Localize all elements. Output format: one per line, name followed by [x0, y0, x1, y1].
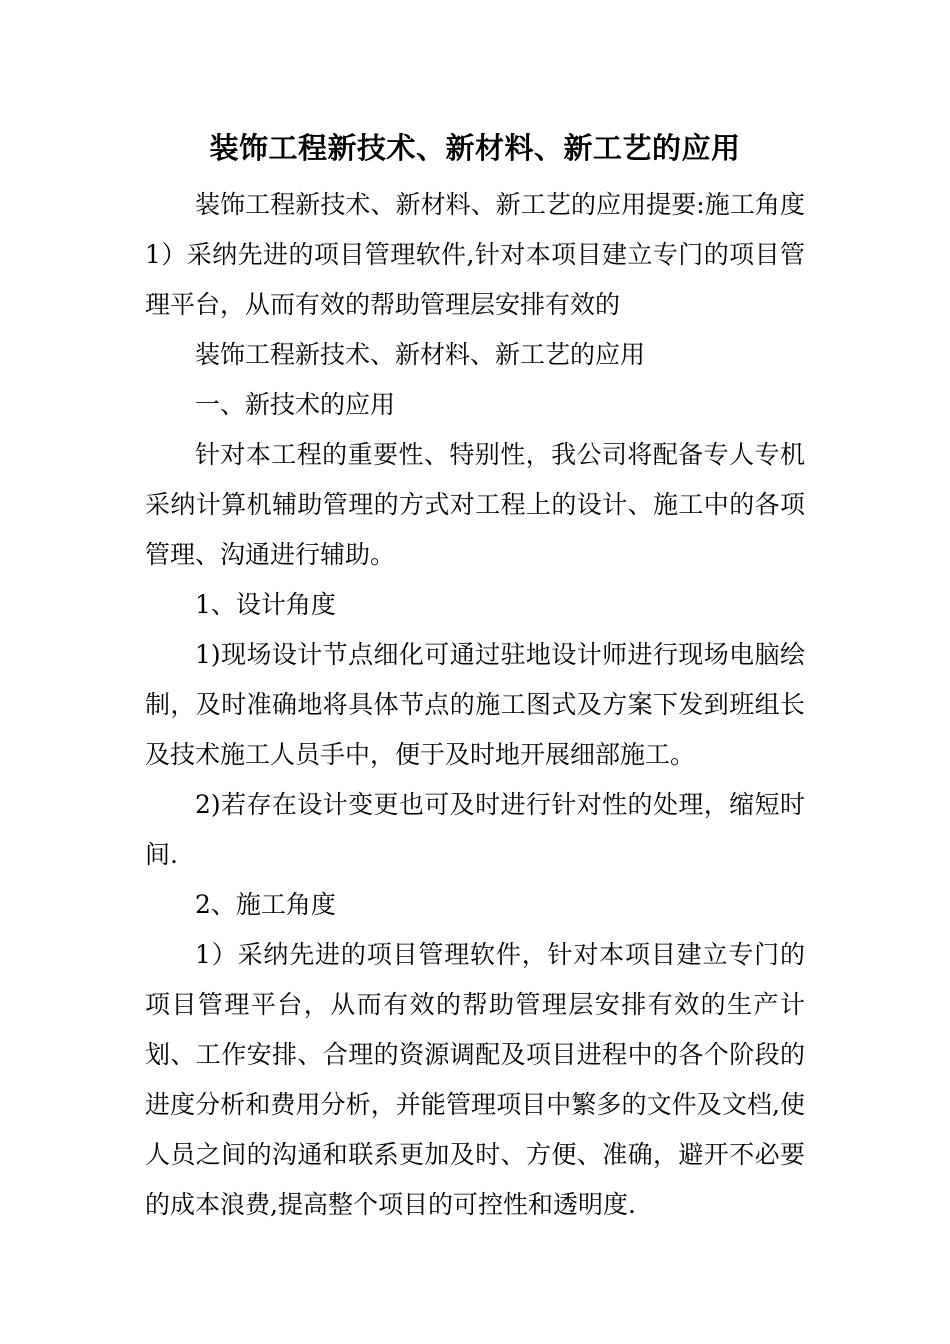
summary-paragraph: 装饰工程新技术、新材料、新工艺的应用提要:施工角度1）采纳先进的项目管理软件,针对本项目建立专门的项目管理平台，从而有效的帮助管理层安排有效的 — [145, 190, 805, 319]
section-title: 装饰工程新技术、新材料、新工艺的应用 — [195, 340, 646, 369]
construction-item-1: 1）采纳先进的项目管理软件，针对本项目建立专门的项目管理平台，从而有效的帮助管理层安排有效的生产计划、工作安排、合理的资源调配及项目进程中的各个阶段的进度分析和费用分析，并能管理项目中繁多的文件及文档,使人员之间的沟通和联系更加及时、方便、准确，避开不必要的成本浪费,提高整个项目的可控性和透明度. — [145, 940, 805, 1219]
intro-paragraph: 针对本工程的重要性、特别性，我公司将配备专人专机采纳计算机辅助管理的方式对工程上的设计、施工中的各项管理、沟通进行辅助。 — [145, 440, 805, 569]
design-item-2: 2)若存在设计变更也可及时进行针对性的处理，缩短时间. — [145, 790, 805, 869]
heading-new-technology: 一、新技术的应用 — [195, 390, 396, 419]
document-title: 装饰工程新技术、新材料、新工艺的应用 — [209, 131, 741, 165]
heading-construction-perspective: 2、施工角度 — [195, 890, 336, 919]
heading-design-perspective: 1、设计角度 — [195, 590, 336, 619]
design-item-1: 1)现场设计节点细化可通过驻地设计师进行现场电脑绘制，及时准确地将具体节点的施工图式及方案下发到班组长及技术施工人员手中，便于及时地开展细部施工。 — [145, 640, 805, 769]
document-body — [145, 180, 805, 1230]
